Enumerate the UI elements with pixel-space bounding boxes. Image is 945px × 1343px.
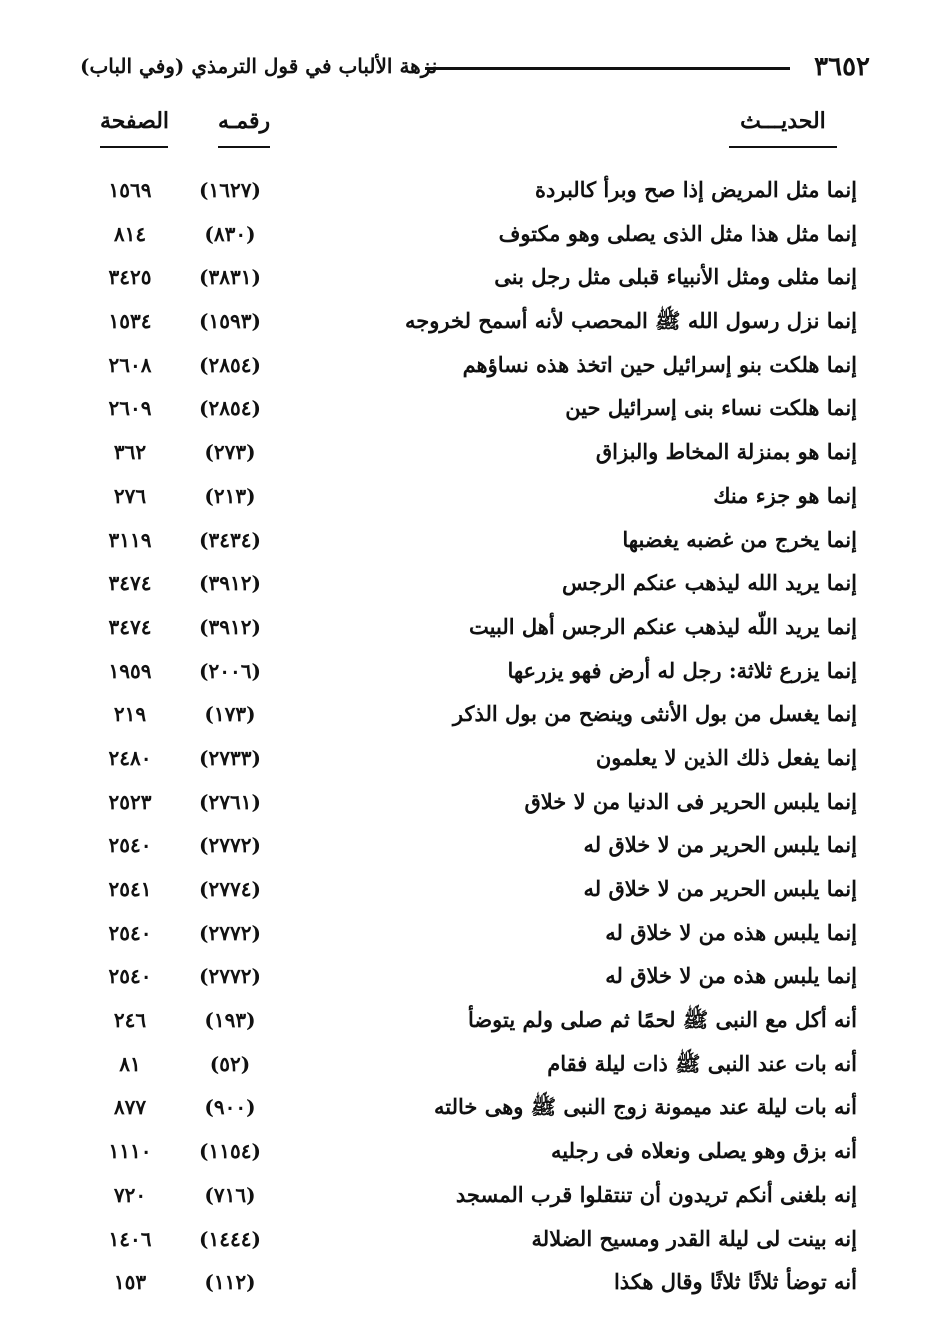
hadith-text: إنما يخرج من غضبه يغضبها — [622, 526, 857, 552]
hadith-text: إنما يلبس الحرير فى الدنيا من لا خلاق — [524, 788, 857, 814]
hadith-number: (٢٧٧٢) — [199, 964, 261, 989]
page-reference: ٧٢٠ — [113, 1182, 147, 1207]
hadith-text: إنما يلبس الحرير من لا خلاق له — [583, 832, 857, 858]
page-reference: ٢٥٤١ — [108, 877, 152, 901]
index-row — [0, 783, 945, 827]
hadith-text: أنه أكل مع النبى ﷺ لحمًا ثم صلى ولم يتوضأ — [467, 1007, 857, 1033]
hadith-number: (٣٩١٢) — [199, 571, 261, 596]
hadith-text: أنه توضأ ثلاثًا ثلاثًا وقال هكذا — [613, 1269, 857, 1295]
index-row — [0, 215, 945, 259]
hadith-number: (١٧٣) — [204, 702, 256, 727]
hadith-text: إنما يزرع ثلاثة: رجل له أرض فهو يزرعها — [507, 657, 857, 683]
index-row — [0, 477, 945, 521]
page-reference: ٢٥٢٣ — [108, 789, 152, 814]
page-reference: ١٩٥٩ — [108, 658, 152, 683]
page-reference: ٣٤٢٥ — [108, 265, 152, 290]
page-reference: ١٥٣٤ — [108, 309, 152, 334]
hadith-number: (٣٨٣١) — [199, 265, 261, 290]
index-row — [0, 608, 945, 652]
hadith-text: إنما يلبس الحرير من لا خلاق له — [583, 876, 857, 901]
hadith-number: (٢٨٥٤) — [199, 396, 261, 421]
hadith-number: (٢٧٣) — [204, 440, 256, 465]
hadith-number: (١٩٣) — [204, 1008, 256, 1033]
index-row — [0, 1263, 945, 1307]
hadith-text: إنما يغسل من بول الأنثى وينضح من بول الذكر — [452, 701, 857, 727]
index-row — [0, 695, 945, 739]
index-row — [0, 389, 945, 433]
hadith-number: (٢٧٣٣) — [199, 745, 261, 770]
index-row — [0, 171, 945, 215]
hadith-text: إنه بلغنى أنكم تريدون أن تنتقلوا قرب المسجد — [455, 1181, 857, 1207]
column-heading-number — [218, 108, 270, 134]
hadith-number: (٢٧٦١) — [199, 789, 261, 814]
hadith-number: (٣٩١٢) — [199, 614, 261, 639]
page-reference: ١١١٠ — [108, 1139, 152, 1164]
hadith-text: إنما هلكت نساء بنى إسرائيل حين — [565, 395, 857, 421]
hadith-text: إنما يلبس هذه من لا خلاق له — [605, 963, 857, 989]
hadith-number: (١١٥٤) — [199, 1139, 261, 1164]
column-heading-number-label: رقمـه — [218, 108, 271, 134]
hadith-text: إنما هلكت بنو إسرائيل حين اتخذ هذه نساؤهم — [462, 351, 857, 377]
hadith-text: أنه بات ليلة عند ميمونة زوج النبى ﷺ وهى خالته — [434, 1094, 857, 1120]
index-row — [0, 826, 945, 870]
index-row — [0, 1001, 945, 1045]
hadith-text: إنما مثلى ومثل الأنبياء قبلى مثل رجل بنى — [494, 264, 857, 290]
index-row — [0, 1220, 945, 1264]
hadith-text: إنما هو بمنزلة المخاط والبزاق — [595, 439, 857, 465]
index-row — [0, 564, 945, 608]
page-reference: ٢٥٤٠ — [108, 964, 152, 989]
hadith-number: (١٦٢٧) — [199, 178, 261, 202]
page-reference: ٢١٩ — [113, 702, 147, 727]
page-reference: ٢٤٦ — [113, 1008, 147, 1033]
heading-underline — [218, 146, 270, 148]
index-row — [0, 1088, 945, 1132]
page-reference: ٣٦٢ — [113, 440, 147, 465]
hadith-text: أنه بات عند النبى ﷺ ذات ليلة فقام — [547, 1050, 857, 1076]
page-reference: ٣٤٧٤ — [108, 571, 152, 596]
page-reference: ٢٥٤٠ — [108, 920, 152, 945]
hadith-text: إنما يريد الله ليذهب عنكم الرجس — [562, 570, 857, 596]
index-row — [0, 302, 945, 346]
hadith-text: أنه بزق وهو يصلى ونعلاه فى رجليه — [551, 1138, 857, 1164]
hadith-text: إنما يفعل ذلك الذين لا يعلمون — [595, 744, 857, 770]
index-row — [0, 739, 945, 783]
heading-underline — [100, 146, 168, 148]
hadith-number: (٢٧٧٢) — [199, 920, 261, 945]
index-row — [0, 1176, 945, 1220]
column-heading-page — [100, 108, 168, 134]
index-row — [0, 433, 945, 477]
page-reference: ٢٦٠٨ — [108, 352, 152, 377]
hadith-text: إنما يلبس هذه من لا خلاق له — [605, 919, 857, 945]
column-heading-page-label: الصفحة — [100, 108, 170, 134]
hadith-number: (٢٧٧٤) — [199, 877, 261, 901]
page-reference: ١٥٣ — [113, 1270, 147, 1295]
page-reference: ١٤٠٦ — [108, 1226, 152, 1251]
page-reference: ٢٦٠٩ — [108, 396, 152, 421]
index-row — [0, 1132, 945, 1176]
hadith-number: (٨٣٠) — [204, 221, 256, 246]
hadith-number: (٢٧٧٢) — [199, 833, 261, 858]
page-reference: ٢٧٦ — [113, 483, 147, 508]
hadith-number: (٢٨٥٤) — [199, 352, 261, 377]
page-reference: ٨٧٧ — [113, 1095, 147, 1120]
page-reference: ٢٥٤٠ — [108, 833, 152, 858]
hadith-number: (١٥٩٣) — [199, 309, 261, 334]
column-heading-hadith — [729, 108, 837, 134]
hadith-index-list — [0, 171, 945, 1307]
page-number: ٣٦٥٢ — [814, 52, 870, 82]
hadith-text: إنما نزل رسول الله ﷺ المحصب لأنه أسمح لخروجه — [405, 308, 857, 334]
column-heading-hadith-label: الحديـــث — [740, 108, 826, 134]
index-row — [0, 652, 945, 696]
heading-underline — [729, 146, 837, 148]
page-reference: ١٥٦٩ — [108, 178, 152, 202]
index-row — [0, 914, 945, 958]
hadith-number: (٥٢) — [209, 1051, 251, 1076]
index-row — [0, 957, 945, 1001]
hadith-number: (٣٤٣٤) — [199, 527, 261, 552]
running-header — [80, 52, 870, 92]
hadith-number: (٢٠٠٦) — [199, 658, 261, 683]
index-row — [0, 346, 945, 390]
page-reference: ٣١١٩ — [108, 527, 152, 552]
hadith-text: إنما يريد اللّه ليذهب عنكم الرجس أهل البيت — [469, 613, 857, 639]
header-rule — [425, 67, 790, 70]
hadith-text: إنما مثل هذا مثل الذى يصلى وهو مكتوف — [498, 220, 857, 246]
index-row — [0, 870, 945, 914]
index-row — [0, 521, 945, 565]
hadith-text: إنه بينت لى ليلة القدر ومسيح الضلالة — [531, 1225, 857, 1251]
hadith-number: (٩٠٠) — [204, 1095, 256, 1120]
hadith-number: (٧١٦) — [204, 1182, 256, 1207]
index-row — [0, 1045, 945, 1089]
hadith-number: (١٤٤٤) — [199, 1226, 261, 1251]
page-reference: ٢٤٨٠ — [108, 745, 152, 770]
index-row — [0, 258, 945, 302]
hadith-text: إنما هو جزء منك — [713, 482, 857, 508]
hadith-text: إنما مثل المريض إذا صح وبرأ كالبردة — [535, 177, 857, 202]
page-reference: ٨١٤ — [113, 221, 147, 246]
page-reference: ٣٤٧٤ — [108, 614, 152, 639]
book-title: نزهة الألباب في قول الترمذي (وفي الباب) — [80, 54, 438, 78]
hadith-number: (١١٢) — [204, 1270, 256, 1295]
hadith-number: (٢١٣) — [204, 483, 256, 508]
page-reference: ٨١ — [119, 1051, 141, 1076]
